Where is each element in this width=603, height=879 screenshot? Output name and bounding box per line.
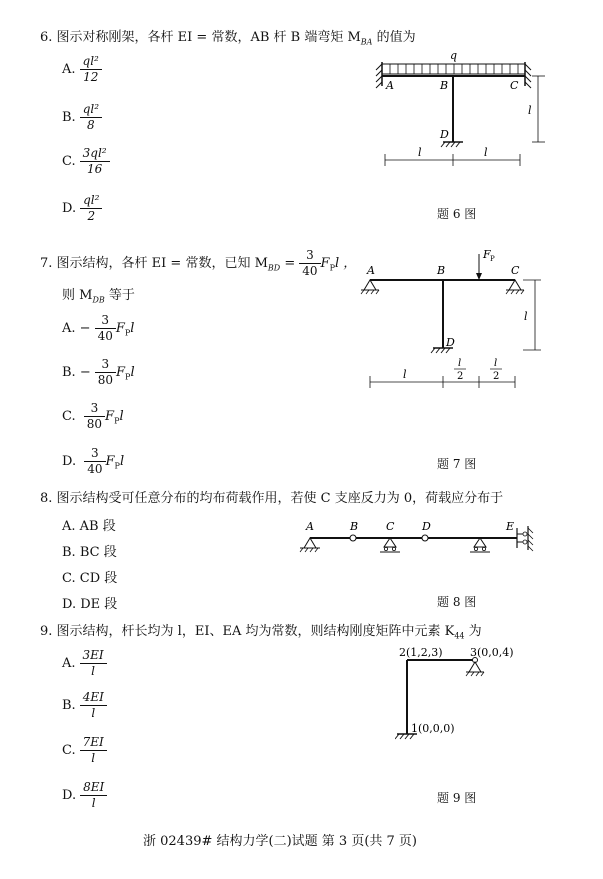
q6-caption: 题 6 图 (437, 207, 477, 221)
q7-caption: 题 7 图 (437, 457, 477, 471)
q7-label-d: D (446, 336, 455, 349)
q9-option-b[interactable]: B. $\frac{4EI}{l}$ (62, 690, 107, 721)
q8-option-d[interactable]: D. DE 段 (62, 597, 118, 612)
q7-label-half1-den: 2 (457, 371, 464, 382)
q7-label-c: C (511, 264, 520, 277)
q8-figure (295, 514, 545, 560)
q7-stem-b: 则 $M_{DB}$ 等于 (62, 288, 135, 305)
q6-label-d: D (440, 128, 449, 141)
q7-label-fp-sub: P (490, 255, 495, 263)
q7-label-half2-num: l (494, 358, 498, 369)
q6-option-a[interactable]: A. $\frac{\text{ql²}}{12}$ (62, 54, 102, 85)
q8-caption: 题 8 图 (437, 595, 477, 609)
q8-label-b: B (350, 520, 359, 533)
q7-label-a: A (367, 264, 375, 277)
q7-label-l-left: l (403, 368, 407, 381)
q6-option-b[interactable]: B. $\frac{\text{ql²}}{8}$ (62, 102, 102, 133)
q6-stem: 6. 图示对称刚架，各杆 EI = 常数，AB 杆 B 端弯矩 $M_{BA}$ 的值为 (40, 30, 416, 47)
q9-figure (395, 642, 535, 752)
q8-option-b[interactable]: B. BC 段 (62, 545, 117, 560)
q7-option-a[interactable]: A. − $\frac{3}{40}$ $F_Pl$ (62, 313, 135, 343)
q6-label-c: C (510, 79, 519, 92)
q8-label-c: C (386, 520, 395, 533)
q8-label-a: A (306, 520, 314, 533)
q9-label-node1: 1(0,0,0) (411, 722, 455, 735)
q8-label-d: D (422, 520, 431, 533)
q7-option-b[interactable]: B. − $\frac{3}{80}$ $F_Pl$ (62, 357, 135, 387)
q7-option-d[interactable]: D. $\frac{3}{40}$ $F_Pl$ (62, 446, 125, 476)
q7-label-l-side: l (524, 310, 528, 323)
q7-figure (355, 244, 555, 394)
q8-option-a[interactable]: A. AB 段 (62, 519, 116, 534)
q6-label-l-right: l (484, 146, 488, 159)
q6-option-c[interactable]: C. $\frac{\text{3ql²}}{16}$ (62, 146, 110, 177)
q7-label-fp: F (483, 248, 491, 261)
q6-label-l-side: l (528, 104, 532, 117)
q7-label-half1-num: l (458, 358, 462, 369)
q9-stem: 9. 图示结构，杆长均为 l，EI、EA 均为常数，则结构刚度矩阵中元素 $K_{44}$ 为 (40, 624, 482, 641)
q7-option-c[interactable]: C. $\frac{3}{80}$ $F_Pl$ (62, 401, 124, 431)
q9-label-node2: 2(1,2,3) (399, 646, 443, 659)
q8-option-c[interactable]: C. CD 段 (62, 571, 118, 586)
q6-label-a: A (386, 79, 394, 92)
q6-option-d[interactable]: D. $\frac{\text{ql²}}{2}$ (62, 193, 102, 224)
page-footer: 浙 02439# 结构力学(二)试题 第 3 页(共 7 页) (143, 834, 418, 849)
q6-figure (370, 48, 560, 178)
q9-label-node3: 3(0,0,4) (470, 646, 514, 659)
q7-label-b: B (437, 264, 446, 277)
q8-stem: 8. 图示结构受可任意分布的均布荷载作用，若使 C 支座反力为 0，荷载应分布于 (40, 491, 504, 506)
q9-caption: 题 9 图 (437, 791, 477, 805)
q9-option-d[interactable]: D. $\frac{8EI}{l}$ (62, 780, 107, 811)
q9-option-c[interactable]: C. $\frac{7EI}{l}$ (62, 735, 107, 766)
q7-stem: 7. 图示结构，各杆 EI = 常数，已知 $M_{BD}$ = $\frac{3}{40}$ $F_Pl$ ， (40, 248, 357, 278)
q6-label-l-left: l (418, 146, 422, 159)
q6-label-b: B (440, 79, 449, 92)
q7-label-half2-den: 2 (493, 371, 500, 382)
q8-label-e: E (506, 520, 515, 533)
q9-option-a[interactable]: A. $\frac{3EI}{l}$ (62, 648, 107, 679)
q6-label-q: q (450, 49, 458, 62)
